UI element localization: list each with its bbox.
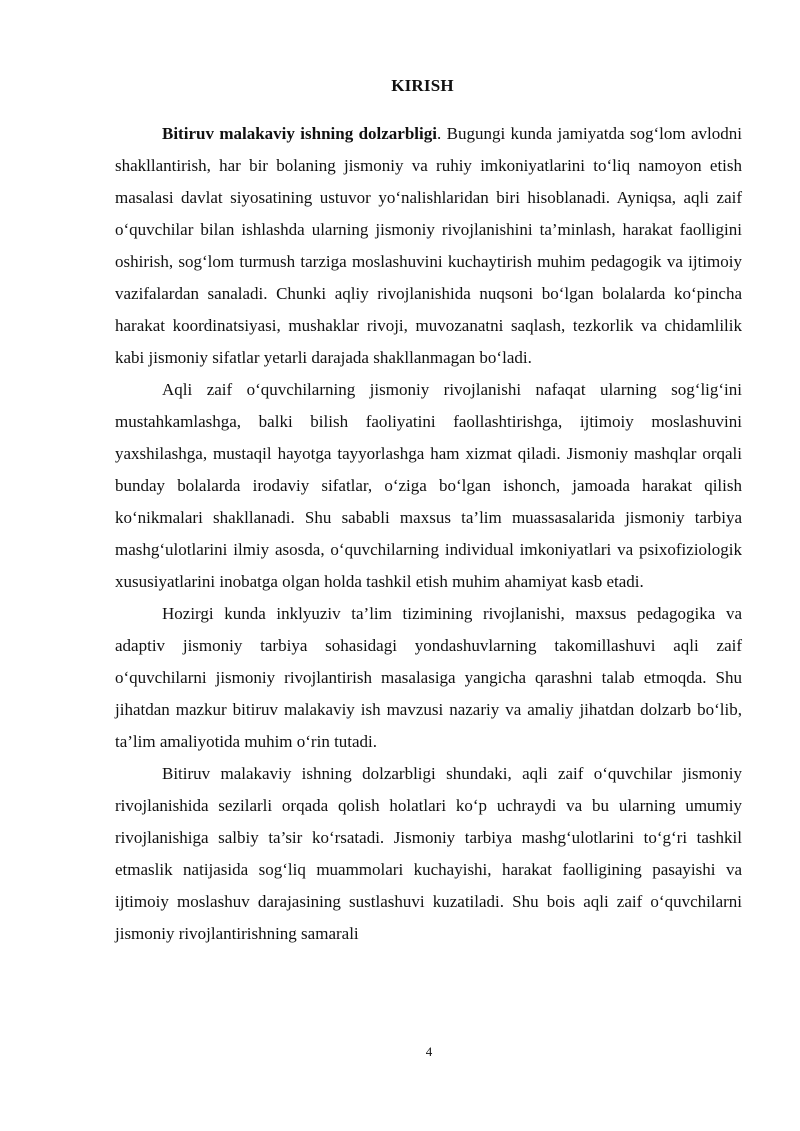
paragraph-text: Hozirgi kunda inklyuziv ta’lim tizimining rivojlanishi, maxsus pedagogika va adaptiv jismoniy tarbiya sohasidagi yondashuvlarning takomillashuvi aqli zaif o‘quvchilarni jismoniy rivojlantirish masalasiga yangicha qarashni talab etmoqda. Shu jihatdan mazkur bitiruv malakaviy ish mavzusi nazariy va amaliy jihatdan dolzarb bo‘lib, ta’lim amaliyotida muhim o‘rin tutadi.	[115, 604, 742, 751]
paragraph-4	[115, 758, 742, 950]
paragraph-3	[115, 598, 742, 758]
paragraph-1	[115, 118, 742, 374]
paragraph-text: Aqli zaif o‘quvchilarning jismoniy rivojlanishi nafaqat ularning sog‘lig‘ini mustahkamlashga, balki bilish faoliyatini faollashtirishga, ijtimoiy moslashuvini yaxshilashga, mustaqil hayotga tayyorlashga ham xizmat qiladi. Jismoniy mashqlar orqali bunday bolalarda irodaviy sifatlar, o‘ziga bo‘lgan ishonch, jamoada harakat qilish ko‘nikmalari shakllanadi. Shu sababli maxsus ta’lim muassasalarida jismoniy tarbiya mashg‘ulotlarini ilmiy asosda, o‘quvchilarning individual imkoniyatlari va psixofiziologik xususiyatlarini inobatga olgan holda tashkil etish muhim ahamiyat kasb etadi.	[115, 380, 742, 591]
paragraph-2	[115, 374, 742, 598]
page-number: 4	[425, 1044, 433, 1059]
body-text	[115, 118, 742, 950]
paragraph-text: . Bugungi kunda jamiyatda sog‘lom avlodni shakllantirish, har bir bolaning jismoniy va ruhiy imkoniyatlarini to‘liq namoyon etish masalasi davlat siyosatining ustuvor yo‘nalishlaridan biri hisoblanadi. Ayniqsa, aqli zaif o‘quvchilar bilan ishlashda ularning jismoniy rivojlanishini ta’minlash, harakat faolligini oshirish, sog‘lom turmush tarziga moslashuvini kuchaytirish muhim pedagogik va ijtimoiy vazifalardan sanaladi. Chunki aqliy rivojlanishida nuqsoni bo‘lgan bolalarda ko‘pincha harakat koordinatsiyasi, mushaklar rivoji, muvozanatni saqlash, tezkorlik va chidamlilik kabi jismoniy sifatlar yetarli darajada shakllanmagan bo‘ladi.	[115, 124, 742, 367]
paragraph-text: Bitiruv malakaviy ishning dolzarbligi shundaki, aqli zaif o‘quvchilar jismoniy rivojlanishida sezilarli orqada qolish holatlari ko‘p uchraydi va bu ularning umumiy rivojlanishiga salbiy ta’sir ko‘rsatadi. Jismoniy tarbiya mashg‘ulotlarini to‘g‘ri tashkil etmaslik natijasida sog‘liq muammolari kuchayishi, harakat faolligining pasayishi va ijtimoiy moslashuv darajasining sustlashuvi kuzatiladi. Shu bois aqli zaif o‘quvchilarni jismoniy rivojlantirishning samarali	[115, 764, 742, 943]
paragraph-lead-bold: Bitiruv malakaviy ishning dolzarbligi	[162, 124, 437, 143]
page-title: KIRISH	[391, 76, 454, 95]
